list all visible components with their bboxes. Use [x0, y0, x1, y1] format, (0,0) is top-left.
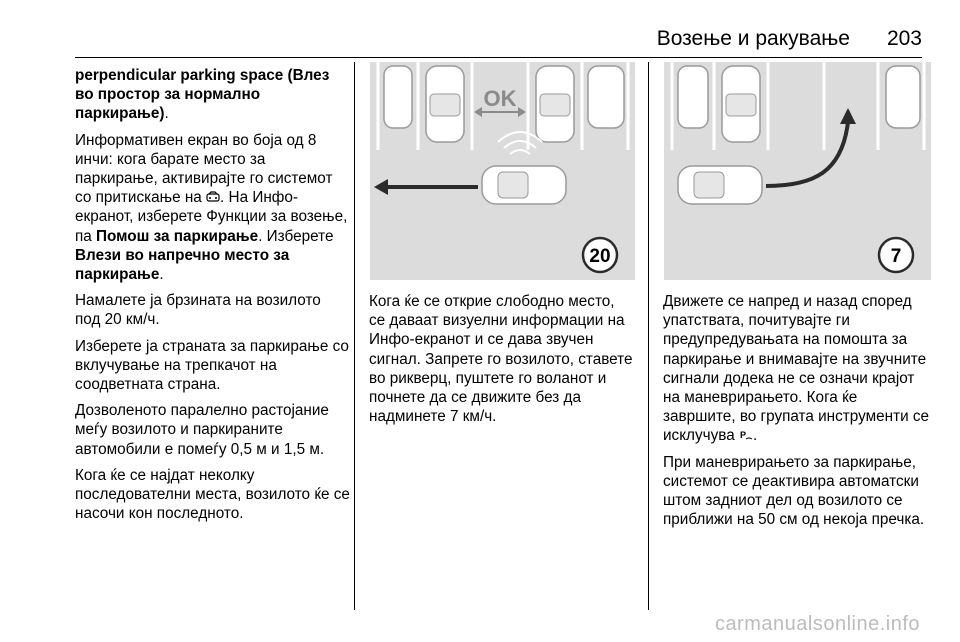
paragraph: Информативен екран во боја од 8 инчи: кога барате место за паркирање, активирајте го системот со притискање на . На Инфо-екранот, изберете Функции за возење, па Помош за паркирање. Изберете Влези во напречно место за паркирање. — [75, 131, 348, 284]
column-divider — [648, 62, 649, 610]
figure-number: 20 — [589, 246, 611, 267]
paragraph: perpendicular parking space (Влез во простор за нормално паркирање). — [75, 67, 330, 123]
section-title: Возење и ракување — [656, 27, 850, 50]
vehicle-icon — [678, 166, 762, 204]
header-rule — [75, 57, 922, 58]
paragraph: Дозволеното паралелно растојание меѓу возилото и паркираните автомобили е помеѓу 0,5 м и 1,5 м. — [75, 402, 329, 458]
figure-number: 7 — [890, 246, 902, 267]
illustration-parking-maneuver — [664, 62, 931, 280]
column-divider — [354, 62, 355, 610]
paragraph: Намалете ја брзината на возилото под 20 км/ч. — [75, 292, 321, 329]
watermark: carmanualsonline.info — [714, 613, 920, 635]
paragraph: Кога ќе се најдат неколку последователни места, возилото ќе се насочи кон последното. — [75, 466, 350, 523]
text-column-1 — [75, 66, 350, 530]
maneuver-scene-svg — [664, 62, 931, 280]
paragraph: Изберете ја страната за паркирање со вклучување на трепкачот на соодветната страна. — [75, 337, 349, 394]
parking-assist-button-icon — [206, 191, 220, 203]
paragraph: При маневрирањето за паркирање, системот се деактивира автоматски штом задниот дел од возилото се приближи на 50 см од некоја пречка. — [663, 453, 925, 529]
parking-assist-indicator-icon — [739, 429, 753, 441]
text-column-3 — [663, 292, 933, 536]
vehicle-icon — [482, 166, 566, 204]
paragraph: Кога ќе се открие слободно место, се даваат визуелни информации на Инфо-екранот и се дава звучен сигнал. Запрете го возилото, ставете во рикверц, пуштете го воланот и почнете да се движите без да надминете 7 км/ч. — [369, 293, 633, 426]
paragraph: Движете се напред и назад според упатствата, почитувајте ги предупредувањата на помошта за паркирање и внимавајте на звучните сигнали додека не се означи крајот на маневрирањето. Кога ќе завршите, во групата инструменти се исклучува P . — [663, 293, 930, 445]
bold-heading: perpendicular parking space (Влез во простор за нормално паркирање) — [75, 67, 330, 123]
ok-label: OK — [483, 86, 517, 111]
text-column-2 — [369, 292, 634, 433]
svg-text:P: P — [739, 430, 746, 441]
illustration-parking-detect — [370, 62, 635, 280]
parking-scene-svg — [370, 62, 635, 280]
page-number: 203 — [886, 27, 922, 50]
page-header — [0, 24, 960, 56]
